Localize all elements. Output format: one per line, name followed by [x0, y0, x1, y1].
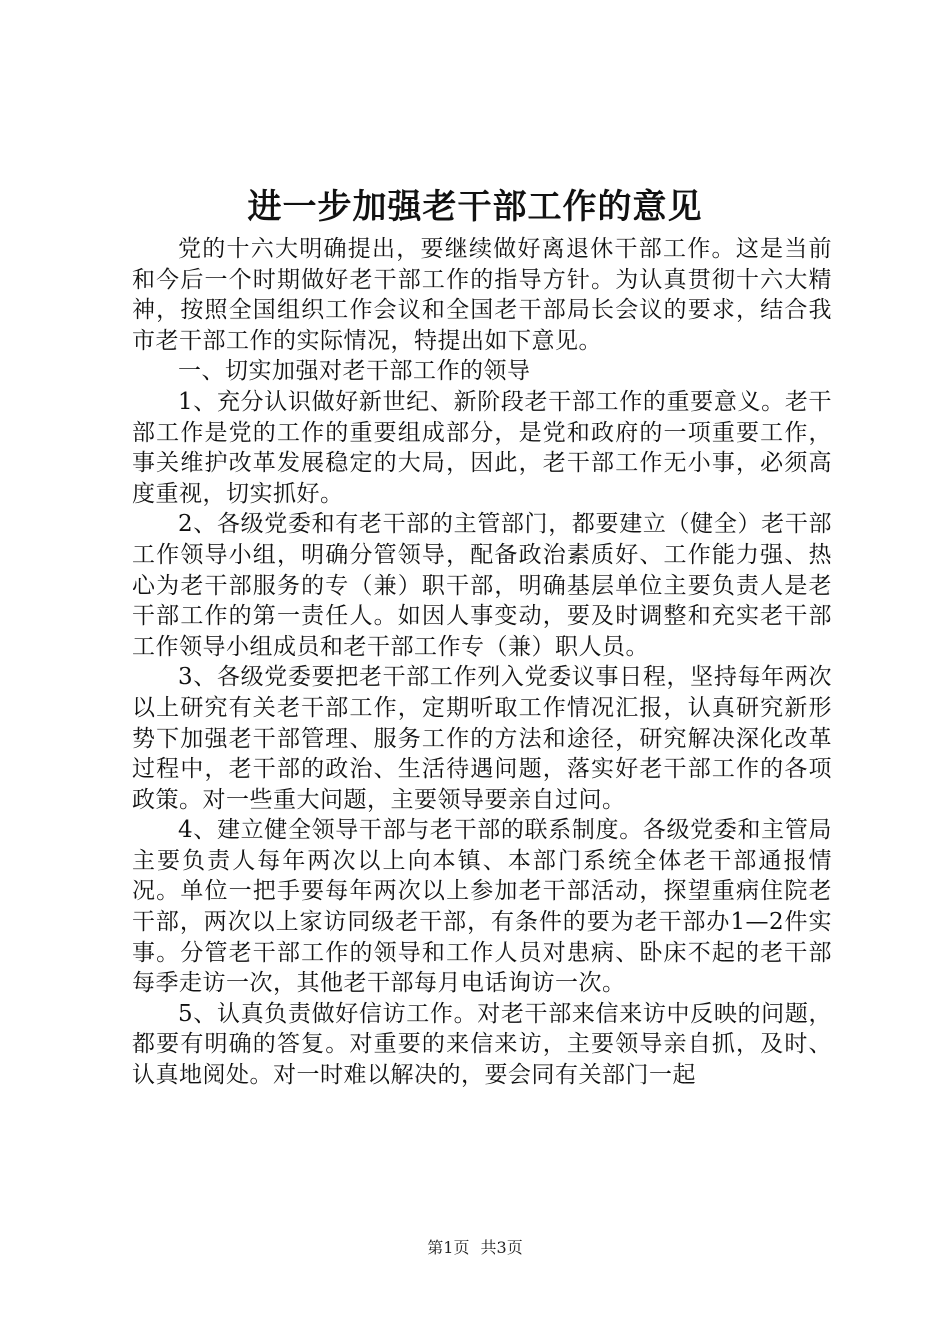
paragraph-item-5: 5、认真负责做好信访工作。对老干部来信来访中反映的问题，都要有明确的答复。对重要的来信来访，主要领导亲自抓，及时、认真地阅处。对一时难以解决的，要会同有关部门一起	[132, 1000, 832, 1089]
document-body	[132, 234, 832, 1091]
paragraph-item-3: 3、各级党委要把老干部工作列入党委议事日程，坚持每年两次以上研究有关老干部工作，定期听取工作情况汇报，认真研究新形势下加强老干部管理、服务工作的方法和途径，研究解决深化改革过程中，老干部的政治、生活待遇问题，落实好老干部工作的各项政策。对一些重大问题，主要领导要亲自过问。	[132, 664, 832, 813]
paragraph-item-2: 2、各级党委和有老干部的主管部门，都要建立（健全）老干部工作领导小组，明确分管领导，配备政治素质好、工作能力强、热心为老干部服务的专（兼）职干部，明确基层单位主要负责人是老干部工作的第一责任人。如因人事变动，要及时调整和充实老干部工作领导小组成员和老干部工作专（兼）职人员。	[132, 511, 832, 660]
section-heading: 一、切实加强对老干部工作的领导	[178, 358, 531, 385]
paragraph-item-1: 1、充分认识做好新世纪、新阶段老干部工作的重要意义。老干部工作是党的工作的重要组成部分，是党和政府的一项重要工作，事关维护改革发展稳定的大局，因此，老干部工作无小事，必须高度重视，切实抓好。	[132, 388, 832, 507]
page-total: 共3页	[480, 1238, 523, 1257]
paragraph-intro: 党的十六大明确提出，要继续做好离退休干部工作。这是当前和今后一个时期做好老干部工作的指导方针。为认真贯彻十六大精神，按照全国组织工作会议和全国老干部局长会议的要求，结合我市老干部工作的实际情况，特提出如下意见。	[132, 236, 832, 354]
page-footer	[0, 1236, 950, 1260]
paragraph-item-4: 4、建立健全领导干部与老干部的联系制度。各级党委和主管局主要负责人每年两次以上向本镇、本部门系统全体老干部通报情况。单位一把手要每年两次以上参加老干部活动，探望重病住院老干部，两次以上家访同级老干部，有条件的要为老干部办1—2件实事。分管老干部工作的领导和工作人员对患病、卧床不起的老干部每季走访一次，其他老干部每月电话询访一次。	[132, 817, 832, 997]
page-number: 第1页	[427, 1238, 470, 1257]
document-title: 进一步加强老干部工作的意见	[247, 187, 703, 227]
